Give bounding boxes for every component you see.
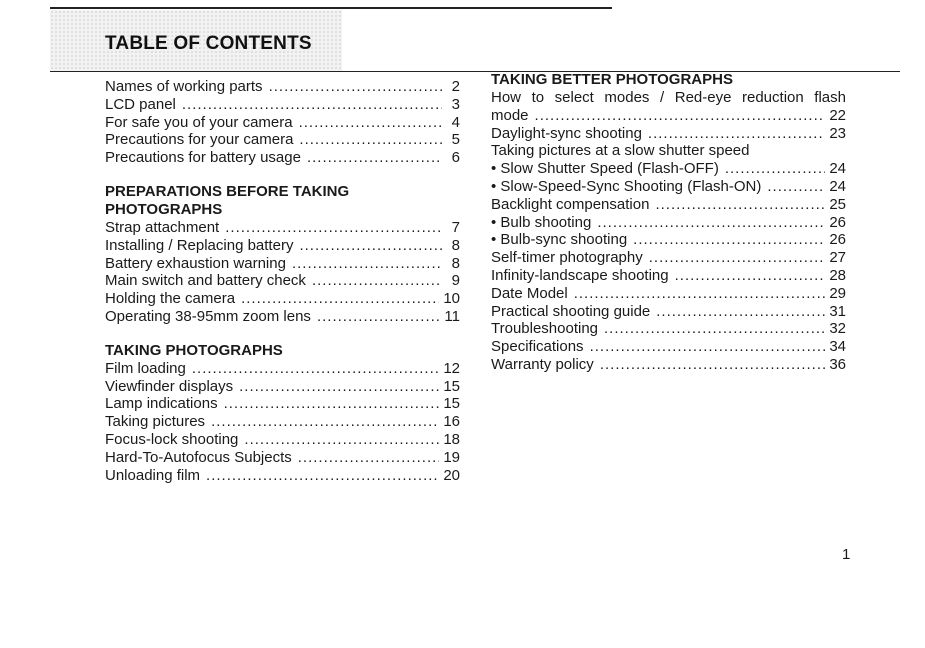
leader-dots xyxy=(767,178,825,196)
leader-dots xyxy=(241,290,439,308)
entry-label: Battery exhaustion warning xyxy=(105,254,286,272)
entry-page: 11 xyxy=(444,307,460,325)
toc-entry xyxy=(105,237,460,255)
entry-page: 18 xyxy=(443,430,460,448)
entry-page: 12 xyxy=(443,359,460,377)
entry-label: Focus-lock shooting xyxy=(105,430,239,448)
entry-label: Unloading film xyxy=(105,466,201,484)
leader-dots xyxy=(211,413,439,431)
entry-page: 3 xyxy=(451,95,460,113)
entry-label: Film loading xyxy=(105,359,186,377)
toc-entry xyxy=(491,196,846,214)
entry-page: 36 xyxy=(829,355,846,373)
word: How xyxy=(491,89,522,106)
entry-page: 25 xyxy=(829,195,846,213)
entry-label: Viewfinder displays xyxy=(105,377,234,395)
toc-entry xyxy=(105,131,460,149)
entry-label: Strap attachment xyxy=(105,218,220,236)
leader-dots xyxy=(312,272,442,290)
toc-entry xyxy=(105,219,460,237)
entry-page: 8 xyxy=(451,254,460,272)
word: reduction xyxy=(742,89,804,106)
page-number: 1 xyxy=(842,546,851,563)
entry-page: 9 xyxy=(451,272,460,290)
entry-page: 15 xyxy=(443,377,460,395)
entry-page: 34 xyxy=(829,338,846,356)
entry-page: 2 xyxy=(451,78,460,95)
entry-page: 24 xyxy=(829,160,846,178)
word: modes xyxy=(604,89,650,106)
section-heading: TAKING BETTER PHOTOGRAPHS xyxy=(491,71,733,88)
entry-label: Precautions for battery usage xyxy=(105,149,301,167)
top-rule xyxy=(50,7,612,9)
entry-page: 4 xyxy=(451,113,460,131)
toc-entry xyxy=(491,356,846,374)
entry-page: 20 xyxy=(443,466,460,484)
leader-dots xyxy=(655,196,825,214)
leader-dots xyxy=(590,338,826,356)
entry-label: Hard-To-Autofocus Subjects xyxy=(105,448,292,466)
page-title: TABLE OF CONTENTS xyxy=(105,33,312,54)
toc-left-column xyxy=(105,78,460,484)
entry-page: 26 xyxy=(829,213,846,231)
entry-label: Self-timer photography xyxy=(491,249,643,267)
word: to xyxy=(531,89,545,106)
entry-page: 19 xyxy=(443,448,460,466)
leader-dots xyxy=(206,467,439,485)
entry-label: Holding the camera xyxy=(105,290,236,308)
leader-dots xyxy=(535,107,826,125)
toc-section-better xyxy=(491,71,846,374)
toc-entry xyxy=(105,395,460,413)
toc-section-intro xyxy=(105,78,460,167)
toc-entry xyxy=(105,290,460,308)
entry-label: Warranty policy xyxy=(491,355,594,373)
toc-entry xyxy=(491,231,846,249)
toc-entry xyxy=(105,149,460,167)
entry-page: 15 xyxy=(443,395,460,413)
leader-dots xyxy=(269,78,442,96)
toc-entry xyxy=(105,96,460,114)
leader-dots xyxy=(574,285,826,303)
toc-entry xyxy=(105,431,460,449)
leader-dots xyxy=(299,131,442,149)
entry-label: • Bulb shooting xyxy=(491,213,592,231)
leader-dots xyxy=(239,378,439,396)
leader-dots xyxy=(656,303,825,321)
entry-label: • Bulb-sync shooting xyxy=(491,231,628,249)
leader-dots xyxy=(725,160,825,178)
entry-page: 8 xyxy=(451,236,460,254)
entry-page: 5 xyxy=(451,131,460,149)
leader-dots xyxy=(648,125,825,143)
toc-entry xyxy=(105,413,460,431)
leader-dots xyxy=(225,219,442,237)
entry-page: 16 xyxy=(443,413,460,431)
entry-page: 24 xyxy=(829,177,846,195)
toc-entry xyxy=(105,308,460,326)
leader-dots xyxy=(244,431,439,449)
toc-entry xyxy=(491,320,846,338)
word: Red-eye xyxy=(674,89,732,106)
entry-page: 29 xyxy=(829,284,846,302)
section-heading: PHOTOGRAPHS xyxy=(105,200,223,218)
toc-entry xyxy=(105,78,460,96)
entry-label: Installing / Replacing battery xyxy=(105,236,294,254)
leader-dots xyxy=(307,149,442,167)
leader-dots xyxy=(298,449,440,467)
leader-dots xyxy=(192,360,439,378)
toc-entry xyxy=(491,267,846,285)
leader-dots xyxy=(182,96,442,114)
entry-label: Lamp indications xyxy=(105,395,218,413)
entry-label: Names of working parts xyxy=(105,78,263,95)
leader-dots xyxy=(633,231,825,249)
section-heading: TAKING PHOTOGRAPHS xyxy=(105,341,283,359)
toc-section-taking xyxy=(105,342,460,485)
entry-page: 23 xyxy=(829,124,846,142)
word: select xyxy=(554,89,594,106)
entry-page: 6 xyxy=(451,149,460,167)
toc-entry xyxy=(491,160,846,178)
entry-page: 32 xyxy=(829,320,846,338)
entry-label: Troubleshooting xyxy=(491,320,599,338)
toc-entry xyxy=(105,114,460,132)
toc-entry-wrapped-line xyxy=(491,89,846,107)
entry-label: • Slow Shutter Speed (Flash-OFF) xyxy=(491,160,719,178)
toc-entry xyxy=(491,178,846,196)
entry-label: Date Model xyxy=(491,284,568,302)
entry-label: Operating 38-95mm zoom lens xyxy=(105,307,311,325)
entry-label: Precautions for your camera xyxy=(105,131,294,149)
toc-entry xyxy=(491,249,846,267)
section-heading: PREPARATIONS BEFORE TAKING xyxy=(105,182,350,200)
entry-label: Practical shooting guide xyxy=(491,302,651,320)
entry-label: Backlight compensation xyxy=(491,195,650,213)
leader-dots xyxy=(675,267,826,285)
leader-dots xyxy=(299,237,442,255)
word: / xyxy=(660,89,665,106)
toc-subsection-label: Taking pictures at a slow shutter speed xyxy=(491,142,750,160)
entry-page: 27 xyxy=(829,249,846,267)
entry-page: 31 xyxy=(829,302,846,320)
entry-label: Main switch and battery check xyxy=(105,272,306,290)
entry-label: Taking pictures xyxy=(105,413,206,431)
entry-label: Infinity-landscape shooting xyxy=(491,266,669,284)
leader-dots xyxy=(317,308,440,326)
entry-label: Specifications xyxy=(491,338,584,356)
entry-page: 7 xyxy=(451,218,460,236)
toc-entry xyxy=(105,272,460,290)
leader-dots xyxy=(224,395,440,413)
toc-entry xyxy=(491,107,846,125)
toc-entry xyxy=(105,449,460,467)
toc-entry xyxy=(491,338,846,356)
entry-label: Daylight-sync shooting xyxy=(491,124,642,142)
leader-dots xyxy=(649,249,826,267)
entry-label: mode xyxy=(491,106,529,124)
entry-page: 10 xyxy=(443,290,460,308)
entry-page: 28 xyxy=(829,266,846,284)
toc-entry xyxy=(491,125,846,143)
toc-section-preparations xyxy=(105,183,460,326)
entry-page: 22 xyxy=(829,106,846,124)
toc-right-column xyxy=(491,71,846,374)
entry-label: LCD panel xyxy=(105,95,176,113)
toc-entry xyxy=(105,378,460,396)
toc-entry xyxy=(491,214,846,232)
leader-dots xyxy=(600,356,826,374)
leader-dots xyxy=(292,255,442,273)
entry-page: 26 xyxy=(829,231,846,249)
toc-entry xyxy=(105,467,460,485)
toc-entry xyxy=(491,285,846,303)
word: flash xyxy=(814,89,846,106)
leader-dots xyxy=(597,214,825,232)
leader-dots xyxy=(604,320,825,338)
toc-entry xyxy=(105,255,460,273)
toc-entry xyxy=(105,360,460,378)
leader-dots xyxy=(299,114,442,132)
entry-label: • Slow-Speed-Sync Shooting (Flash-ON) xyxy=(491,177,762,195)
entry-label: For safe you of your camera xyxy=(105,113,293,131)
toc-entry xyxy=(491,303,846,321)
